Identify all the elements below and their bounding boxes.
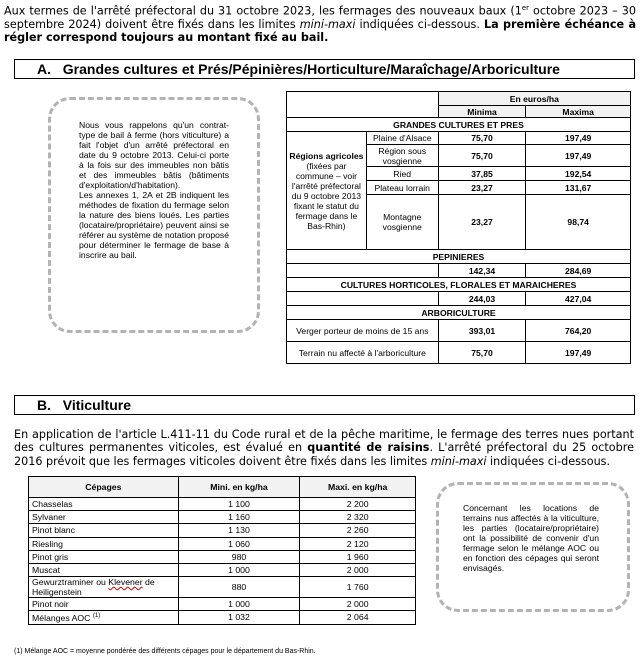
para-bold: quantité de raisins: [307, 441, 430, 455]
cepage-max: 1 960: [300, 550, 416, 563]
footnote: (1) Mélange AOC = moyenne pondérée des différents cépages pour le département du Bas-Rhin.: [14, 648, 316, 655]
table-row: [29, 498, 416, 511]
intro-text-2: octobre 2023 – 30 septembre 2024) doivent être fixés dans les limites: [4, 4, 636, 31]
cepage-name: Mélanges AOC $^{(1)}$: [29, 611, 179, 624]
region-label: Montagne vosgienne: [366, 195, 438, 250]
cepage-min: 1 100: [178, 498, 300, 511]
table-viticulture: [28, 476, 416, 625]
unit-header: En euros/ha: [438, 92, 630, 106]
arbo-label: Terrain nu affecté à l'arboriculture: [287, 342, 439, 364]
note-a-paragraph-2: Les annexes 1, 2A et 2B indiquent les méthodes de fixation du fermage selon la nature des biens loués. Les parties (locataire/propriétaire) peuvent ainsi se référer au système de notation proposé pour déterminer le fermage de base à inscrire au bail.: [79, 190, 230, 260]
cepage-name: Riesling: [29, 537, 179, 550]
table-row: [29, 577, 416, 598]
arbo-min: 75,70: [438, 342, 526, 364]
intro-sup: er: [521, 4, 529, 12]
pepinieres-min: 142,34: [438, 264, 526, 278]
table-row: [29, 537, 416, 550]
region-max: 197,49: [526, 145, 631, 167]
arbo-max: 197,49: [526, 342, 631, 364]
region-label: Région sous vosgienne: [366, 145, 438, 167]
cepage-min: 980: [178, 550, 300, 563]
cepage-min: 880: [178, 577, 300, 598]
cepage-max: 2 000: [300, 563, 416, 576]
cepage-min: 1 060: [178, 537, 300, 550]
region-min: 75,70: [438, 132, 526, 145]
table-row: [29, 563, 416, 576]
cepage-name: Chasselas: [29, 498, 179, 511]
category-pepinieres: PEPINIERES: [287, 250, 631, 264]
section-a-heading: [14, 59, 635, 79]
note-contract-type: [48, 97, 260, 333]
region-min: 37,85: [438, 167, 526, 181]
intro-text-3: indiquées ci-dessous.: [355, 17, 484, 31]
section-a-title: Grandes cultures et Prés/Pépinières/Horticulture/Maraîchage/Arboriculture: [62, 61, 560, 77]
section-a-letter: A.: [37, 61, 51, 77]
cepage-max: 2 200: [300, 498, 416, 511]
category-arboriculture: ARBORICULTURE: [287, 306, 631, 320]
header-maxi: Maxi. en kg/ha: [300, 477, 416, 498]
cepage-max: 1 760: [300, 577, 416, 598]
table-row: [29, 511, 416, 524]
intro-paragraph: [4, 2, 636, 44]
cepage-name: Pinot noir: [29, 598, 179, 611]
cepage-min: 1 000: [178, 563, 300, 576]
table-fermage-euros: [286, 91, 631, 364]
regions-cell: [287, 132, 367, 250]
region-max: 98,74: [526, 195, 631, 250]
region-max: 192,54: [526, 167, 631, 181]
spellcheck-word: Klevener: [108, 577, 143, 588]
category-grandes-cultures: GRANDES CULTURES ET PRES: [287, 118, 631, 132]
cepage-max: 2 000: [300, 598, 416, 611]
cepage-name: Pinot gris: [29, 550, 179, 563]
cepage-name: Muscat: [29, 563, 179, 576]
footnote-marker: (1): [92, 613, 101, 620]
table-row: [29, 550, 416, 563]
region-min: 75,70: [438, 145, 526, 167]
horticoles-min: 244,03: [438, 292, 526, 306]
note-viticulture: [436, 482, 630, 612]
region-label: Plateau lorrain: [366, 181, 438, 195]
region-label: Plaine d'Alsace: [366, 132, 438, 145]
regions-title: Régions agricoles: [289, 150, 364, 161]
category-horticoles: CULTURES HORTICOLES, FLORALES ET MARAICHERES: [287, 278, 631, 292]
region-label: Ried: [366, 167, 438, 181]
table-row: [29, 524, 416, 537]
column-header-max: Maxima: [526, 106, 631, 118]
intro-bold: La première échéance à régler correspond toujours au montant fixé au bail.: [4, 17, 637, 44]
viticulture-paragraph: [14, 428, 634, 468]
section-b-letter: B.: [37, 397, 51, 413]
arbo-max: 764,20: [526, 320, 631, 342]
cepage-min: 1 000: [178, 598, 300, 611]
note-b-text: Concernant les locations de terrains nus affectés à la viticulture, les parties (locataire/propriétaire) ont la possibilité de convenir d'un fermage selon le mélange AOC ou en fonction des cépages qui seront envisagés.: [463, 503, 599, 573]
cepage-max: 2 120: [300, 537, 416, 550]
section-b-title: Viticulture: [62, 397, 131, 413]
cepage-min: 1 032: [178, 611, 300, 624]
region-min: 23,27: [438, 195, 526, 250]
arbo-label: Verger porteur de moins de 15 ans: [287, 320, 439, 342]
section-b-heading: [14, 395, 635, 415]
table-row: [29, 598, 416, 611]
region-min: 23,27: [438, 181, 526, 195]
region-max: 197,49: [526, 132, 631, 145]
cepage-name: Gewurztraminer ou Klevener de Heiligenstein: [29, 577, 179, 598]
intro-italic: mini-maxi: [299, 17, 356, 31]
para-text-3: indiquées ci-dessous.: [486, 454, 611, 468]
cepage-name: Pinot blanc: [29, 524, 179, 537]
para-text: En application de l'article L.411-11 du Code rural et de la pêche maritime, le fermage des terres nues portant des cultures permanentes viticoles, est évalué en: [14, 428, 634, 455]
para-italic: mini-maxi: [430, 454, 487, 468]
regions-description: (fixées par commune – voir l'arrêté préfectoral du 9 octobre 2013 fixant le statut du fermage dans le Bas-Rhin): [291, 160, 362, 231]
region-max: 131,67: [526, 181, 631, 195]
pepinieres-max: 284,69: [526, 264, 631, 278]
note-a-paragraph-1: Nous vous rappelons qu'un contrat-type de bail à ferme (hors viticulture) a fait l'objet d'un arrêté préfectoral en date du 9 octobre 2013. Celui-ci porte à la fois sur des immeubles non bâtis et des immeubles bâtis (bâtiments d'exploitation/d'habitation).: [79, 120, 229, 190]
para-text-2: . L'arrêté préfectoral du 25 octobre 2016 prévoit que les fermages viticoles doivent être fixés dans les limites: [14, 441, 634, 468]
cepage-max: 2 260: [300, 524, 416, 537]
header-cepages: Cépages: [29, 477, 179, 498]
cepage-min: 1 130: [178, 524, 300, 537]
cepage-max: 2 064: [300, 611, 416, 624]
table-row: [29, 611, 416, 624]
column-header-min: Minima: [438, 106, 526, 118]
horticoles-max: 427,04: [526, 292, 631, 306]
intro-text: Aux termes de l'arrêté préfectoral du 31 octobre 2023, les fermages des nouveaux baux (1: [4, 4, 522, 18]
header-mini: Mini. en kg/ha: [178, 477, 300, 498]
cepage-max: 2 320: [300, 511, 416, 524]
arbo-min: 393,01: [438, 320, 526, 342]
cepage-min: 1 160: [178, 511, 300, 524]
cepage-name: Sylvaner: [29, 511, 179, 524]
